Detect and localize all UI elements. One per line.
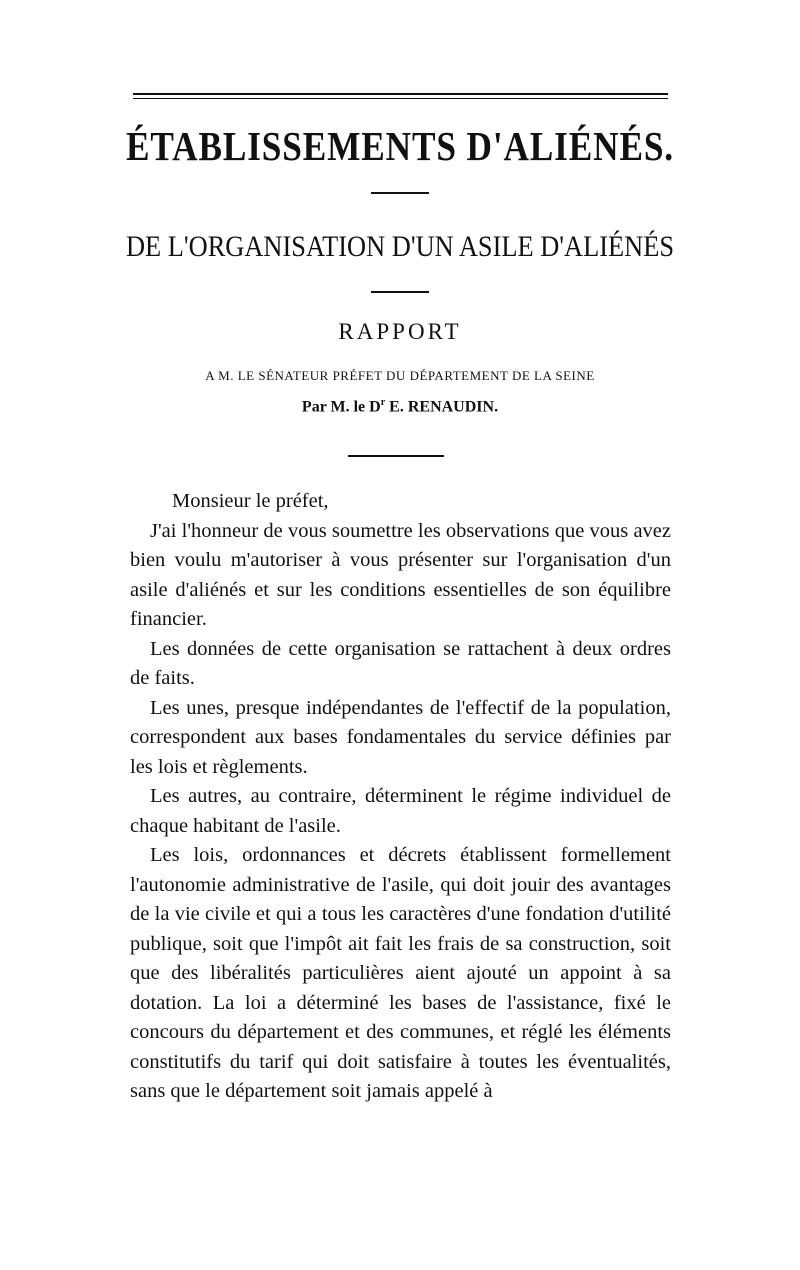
paragraph: J'ai l'honneur de vous soumettre les observations que vous avez bien voulu m'autoriser à vous présenter sur l'organisation d'un asile d'aliénés et sur les conditions essentielles de son équilibre financier. (130, 519, 671, 630)
author-byline (0, 397, 800, 416)
page-title: ÉTABLISSEMENTS D'ALIÉNÉS. (126, 123, 674, 169)
body-text (130, 487, 671, 1107)
paragraph: Les données de cette organisation se rattachent à deux ordres de faits. (130, 637, 671, 689)
byline-superscript: r (380, 397, 386, 408)
paragraph: Les unes, presque indépendantes de l'effectif de la population, correspondent aux bases fondamentales du service définies par les lois et règlements. (130, 696, 671, 778)
byline-author: E. RENAUDIN. (385, 398, 499, 416)
top-double-rule (133, 93, 668, 99)
divider (371, 192, 429, 194)
addressee-line: A M. LE SÉNATEUR PRÉFET DU DÉPARTEMENT DE LA SEINE (205, 368, 595, 383)
paragraph: Les lois, ordonnances et décrets établissent formellement l'autonomie administrative de l'asile, qui doit jouir des avantages de la vie civile et qui a tous les caractères d'une fondation d'utilité publique, soit que l'impôt ait fait les frais de sa construction, soit que des libéralités particulières aient ajouté un appoint à sa dotation. La loi a déterminé les bases de l'assistance, fixé le concours du département et des communes, et réglé les éléments constitutifs du tarif qui doit satisfaire à toutes les éventualités, sans que le département soit jamais appelé à (130, 844, 671, 1102)
section-subtitle: DE L'ORGANISATION D'UN ASILE D'ALIÉNÉS (125, 230, 675, 263)
divider (348, 455, 444, 457)
report-label: RAPPORT (338, 319, 462, 344)
paragraph: Les autres, au contraire, déterminent le régime individuel de chaque habitant de l'asile. (130, 785, 671, 837)
byline-prefix: Par M. le D (301, 398, 381, 416)
salutation: Monsieur le préfet, (172, 490, 329, 512)
divider (371, 291, 429, 293)
